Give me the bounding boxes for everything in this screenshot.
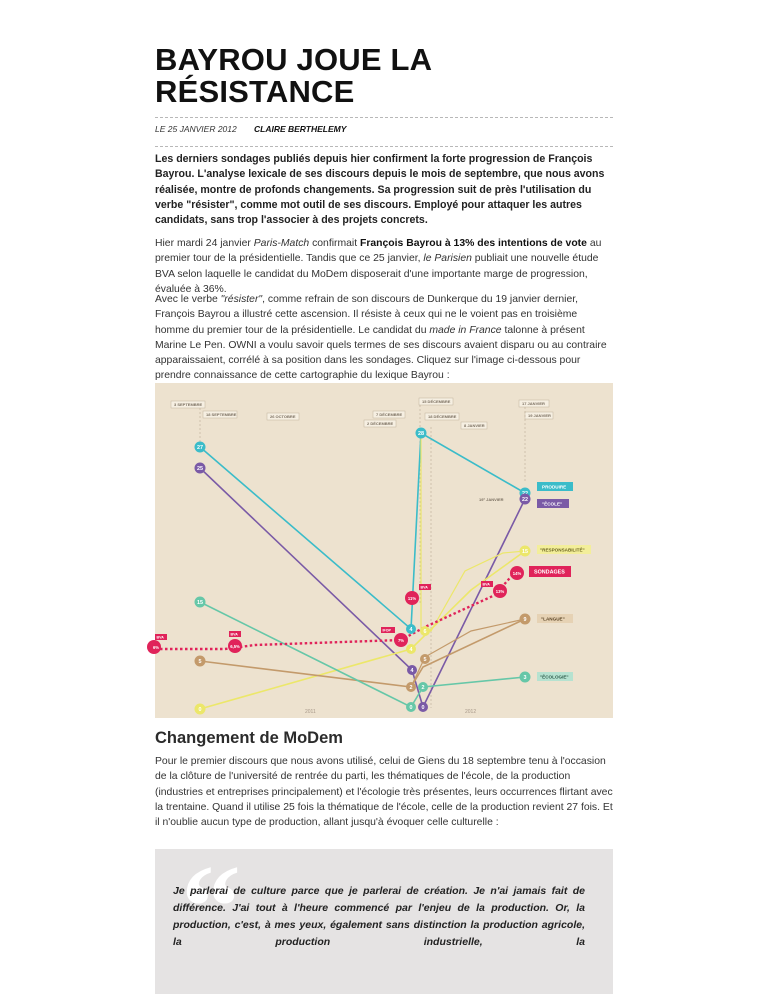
date-label-5: 2 DÉCEMBRE [367, 421, 394, 426]
blockquote [155, 840, 613, 994]
p1-text-c: confirmait [309, 238, 360, 249]
p1-paris-match: Paris-Match [253, 238, 310, 249]
node-production-2: 4 [409, 627, 413, 633]
quote-text: Je parlerai de culture parce que je parlerai de création. Je n'ai jamais fait de différence. J'ai tout à l'heure commencé par l'enjeu de la production. Or, la production, c'est, à mes yeux, également sans distinction la production agricole, la production industrielle, la [173, 885, 585, 948]
date-label-3: 26 OCTOBRE [270, 414, 296, 419]
node-extra-2: 6 [423, 629, 427, 635]
poll-tag-1: BVA [156, 635, 164, 640]
date-label-4: 7 DÉCEMBRE [376, 412, 403, 417]
section-heading: Changement de MoDem [155, 729, 343, 747]
node-ecole-2: 4 [410, 668, 414, 674]
poll-tag-3: IFOP [382, 628, 391, 633]
theme-label-production: PRODUIRE [542, 484, 567, 490]
p2-text-e: talonne à présent Marine Le Pen. OWNI a voulu savoir quels termes de ses discours avaient disparu ou au contraire apparaissaient, corrélé à sa position dans les sondages. Cliquez sur l'image ci-dessous pour prendre connaissance de cette cartographie du lexique Bayrou : [155, 324, 607, 382]
poll-tag-4: BVA [420, 585, 428, 590]
poll-value-1: 6% [152, 645, 160, 650]
date-label-1: 3 SEPTEMBRE [174, 402, 203, 407]
date-label-8: 8 JANVIER [464, 423, 485, 428]
poll-value-2: 6,5% [230, 644, 240, 649]
year-label-2011: 2011 [305, 709, 316, 715]
poll-value-5: 13% [495, 589, 505, 594]
node-langue-1: 5 [198, 659, 202, 665]
p1-text-g: publiait une nouvelle étude BVA selon laquelle le candidat du MoDem disposerait d'une importante marge de progression, évaluée à 36%. [155, 253, 599, 295]
date-label-9: 17 JANVIER [522, 401, 545, 406]
node-langue-2: 5 [423, 657, 427, 663]
node-responsabilite-3: 15 [522, 549, 528, 555]
node-ecole-4: 22 [522, 497, 528, 503]
date-label-6: 15 DÉCEMBRE [422, 399, 451, 404]
node-langue-4: 9 [523, 617, 527, 623]
quote-mark-icon: “ [181, 840, 241, 973]
node-ecologie-4: 3 [523, 675, 527, 681]
poll-tag-2: BVA [230, 632, 238, 637]
p2-made-in-france: made in France [429, 324, 502, 336]
node-langue-3: 2 [409, 685, 413, 691]
date-label-7: 18 DÉCEMBRE [428, 414, 457, 419]
node-ecologie-2: 2 [421, 685, 425, 691]
paragraph-1 [155, 236, 613, 297]
node-production-1: 27 [197, 445, 203, 451]
year-label-2012: 2012 [465, 709, 477, 715]
date-label-11: 19° JANVIER [479, 497, 504, 502]
lexicon-cartography-image[interactable] [152, 383, 613, 718]
node-ecologie-1: 15 [197, 600, 203, 606]
poll-value-3: 7% [397, 638, 405, 643]
p2-resister: "résister" [220, 294, 263, 305]
date-label-2: 18 SEPTEMBRE [206, 412, 237, 417]
p1-poll-link[interactable]: François Bayrou à 13% des intentions de vote [360, 238, 587, 249]
p2-text-a: Avec le verbe [155, 294, 221, 305]
node-ecole-3: 0 [421, 705, 425, 711]
paragraph-3: Pour le premier discours que nous avons utilisé, celui de Giens du 18 septembre tenu à l'occasion de la clôture de l'université de rentrée du parti, les thématiques de l'école, de la production (industries et entreprises principalement) et l'écologie très présentes, leurs occurrences flirtant avec la trentaine. Quand il utilise 25 fois la thématique de l'école, celle de la production revient 27 fois. Et il n'oublie aucun type de production, allant jusqu'à évoquer celle culturelle : [155, 756, 613, 829]
p2-text-c: , comme refrain de son discours de Dunkerque du 19 janvier dernier, François Bayrou a illustré cette ascension. Il résiste à ceux qui ne le voient pas en troisième homme du premier tour de la présidentielle. Le candidat du [155, 294, 579, 336]
node-ecole-1: 25 [197, 466, 203, 472]
theme-label-responsabilite: "RESPONSABILITÉ" [540, 547, 585, 553]
paragraph-2 [155, 292, 613, 384]
node-responsabilite-1: 0 [198, 707, 202, 713]
date-label-10: 19 JANVIER [528, 413, 551, 418]
lexicon-chart-svg [152, 383, 613, 718]
node-extra-1: 28 [418, 431, 424, 437]
node-ecologie-3: 0 [409, 705, 413, 711]
article-date: LE 25 JANVIER 2012 [155, 124, 237, 134]
theme-label-ecologie: "ÉCOLOGIE" [540, 674, 569, 680]
poll-value-4: 11% [407, 596, 417, 601]
poll-value-6: 14% [512, 571, 522, 576]
p1-text-e: au premier tour de la présidentielle. Tandis que ce 25 janvier, [155, 238, 602, 265]
theme-label-ecole: "ÉCOLE" [542, 501, 563, 507]
p1-le-parisien: le Parisien [423, 253, 472, 265]
node-responsabilite-2: 4 [409, 647, 413, 653]
article-author[interactable]: CLAIRE BERTHELEMY [254, 124, 347, 134]
article-lede: Les derniers sondages publiés depuis hier confirment la forte progression de François Bayrou. L'analyse lexicale de ses discours depuis le mois de septembre, que nous avons réalisée, montre de profonds changements. Sa progression suit de près l'utilisation du verbe "résister", comme mot outil de ses discours. Employé pour attaquer les autres candidats, sans trop l'associer à des projets concrets. [155, 153, 605, 227]
theme-label-sondages: SONDAGES [534, 569, 565, 576]
p1-text-a: Hier mardi 24 janvier [155, 238, 254, 249]
article-title: BAYROU JOUE LA RÉSISTANCE [155, 42, 432, 109]
article-meta [155, 117, 613, 147]
poll-tag-5: BVA [482, 582, 490, 587]
theme-label-langue: "LANGUE" [541, 616, 565, 622]
